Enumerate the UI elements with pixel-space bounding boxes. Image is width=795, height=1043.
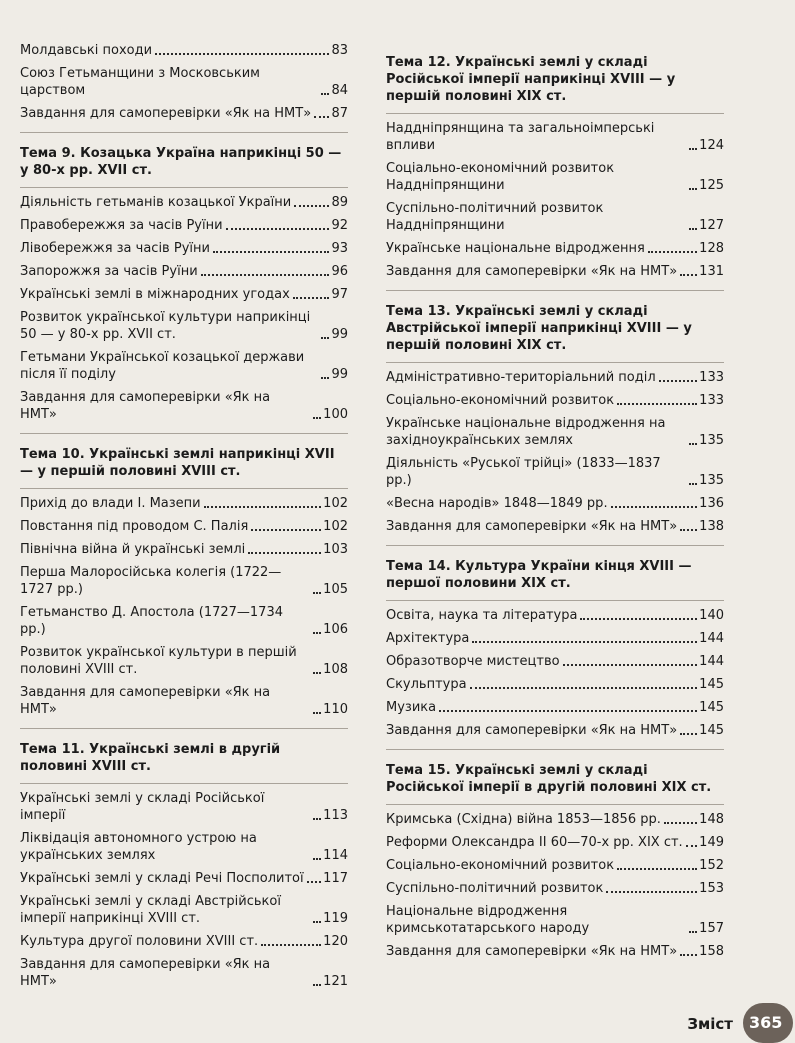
- toc-entry-page: 106: [323, 622, 348, 637]
- toc-entry[interactable]: [20, 870, 348, 887]
- toc-entry-page: 158: [699, 944, 724, 959]
- toc-entry[interactable]: [20, 541, 348, 558]
- toc-entry-page: 133: [699, 393, 724, 408]
- dot-leader: [313, 712, 321, 714]
- toc-entry-title: Наддніпрянщина та загальноімперські впливи: [386, 121, 655, 153]
- toc-entry-page: 152: [699, 858, 724, 873]
- toc-entry[interactable]: [386, 676, 724, 693]
- toc-entry-title: Лівобережжя за часів Руїни: [20, 241, 210, 256]
- dot-leader: [314, 116, 329, 118]
- toc-entry-page: 136: [699, 496, 724, 511]
- dot-leader: [611, 506, 698, 508]
- divider: [386, 804, 724, 805]
- toc-entry-page: 135: [699, 473, 724, 488]
- toc-entry-title: Союз Гетьманщини з Московським царством: [20, 66, 260, 98]
- toc-entry-title: Завдання для самоперевірки «Як на НМТ»: [20, 685, 271, 717]
- toc-entry-page: 133: [699, 370, 724, 385]
- toc-entry-page: 120: [323, 934, 348, 949]
- toc-entry-page: 87: [331, 106, 348, 121]
- toc-right-column: [386, 42, 724, 966]
- toc-entry-title: Соціально-економічний розвиток Наддніпрянщини: [386, 161, 615, 193]
- toc-entry[interactable]: [386, 415, 724, 449]
- topic-heading: Тема 13. Українські землі у складі Австрійської імперії наприкінці XVIII — у першій половині XIX ст.: [386, 304, 692, 353]
- divider: [386, 362, 724, 363]
- toc-entry-page: 144: [699, 631, 724, 646]
- toc-entry-page: 117: [323, 871, 348, 886]
- toc-entry[interactable]: [20, 240, 348, 257]
- toc-entry[interactable]: [386, 200, 724, 234]
- dot-leader: [472, 641, 697, 643]
- toc-entry-title: Перша Малоросійська колегія (1722—1727 рр.): [20, 565, 282, 597]
- dot-leader: [439, 710, 697, 712]
- divider: [20, 187, 348, 188]
- toc-entry[interactable]: [20, 389, 348, 423]
- dot-leader: [321, 93, 329, 95]
- dot-leader: [689, 228, 697, 230]
- dot-leader: [204, 506, 322, 508]
- toc-entry[interactable]: [386, 369, 724, 386]
- toc-entry[interactable]: [386, 607, 724, 624]
- toc-entry-page: 102: [323, 519, 348, 534]
- toc-entry[interactable]: [20, 644, 348, 678]
- toc-entry-title: Соціально-економічний розвиток: [386, 858, 615, 873]
- toc-entry-title: Українські землі у складі Російської імперії: [20, 791, 265, 823]
- toc-left-column: [20, 42, 348, 996]
- toc-entry[interactable]: [20, 684, 348, 718]
- toc-entry-page: 100: [323, 407, 348, 422]
- toc-entry[interactable]: [386, 240, 724, 257]
- toc-entry-title: Ліквідація автономного устрою на українських землях: [20, 831, 257, 863]
- toc-entry[interactable]: [386, 834, 724, 851]
- toc-entry[interactable]: [20, 65, 348, 99]
- toc-entry-title: Діяльність гетьманів козацької України: [20, 195, 292, 210]
- toc-entry[interactable]: [386, 653, 724, 670]
- dot-leader: [686, 845, 697, 847]
- toc-entry-title: Запорожжя за часів Руїни: [20, 264, 198, 279]
- toc-entry-title: Суспільно-політичний розвиток Наддніпрянщини: [386, 201, 604, 233]
- section-label: Зміст: [687, 1015, 733, 1033]
- dot-leader: [659, 380, 698, 382]
- topic-heading: Тема 15. Українські землі у складі Російської імперії в другій половині XIX ст.: [386, 763, 712, 795]
- toc-entry-title: Українське національне відродження на західноукраїнських землях: [386, 416, 666, 448]
- divider: [20, 488, 348, 489]
- toc-entry[interactable]: [386, 722, 724, 739]
- dot-leader: [689, 443, 697, 445]
- toc-entry[interactable]: [20, 286, 348, 303]
- toc-entry-title: Образотворче мистецтво: [386, 654, 560, 669]
- dot-leader: [294, 205, 329, 207]
- divider: [386, 600, 724, 601]
- dot-leader: [313, 818, 321, 820]
- dot-leader: [689, 188, 697, 190]
- toc-entry-title: Реформи Олександра ІІ 60—70-х рр. XIX ст.: [386, 835, 683, 850]
- toc-entry-title: Гетьманство Д. Апостола (1727—1734 рр.): [20, 605, 283, 637]
- toc-entry-title: Кримська (Східна) війна 1853—1856 рр.: [386, 812, 661, 827]
- toc-entry-title: Молдавські походи: [20, 43, 153, 58]
- topic-heading: Тема 14. Культура України кінця XVIII — першої половини XIX ст.: [386, 559, 692, 591]
- dot-leader: [313, 984, 321, 986]
- toc-entry-page: 128: [699, 241, 724, 256]
- dot-leader: [313, 632, 321, 634]
- toc-entry-page: 153: [699, 881, 724, 896]
- dot-leader: [321, 377, 329, 379]
- page-number-badge: 365: [743, 1003, 793, 1043]
- dot-leader: [248, 552, 321, 554]
- toc-entry[interactable]: [386, 263, 724, 280]
- dot-leader: [261, 944, 321, 946]
- dot-leader: [680, 954, 697, 956]
- toc-entry-page: 83: [331, 43, 348, 58]
- toc-entry-title: Адміністративно-територіальний поділ: [386, 370, 656, 385]
- toc-entry-page: 99: [331, 367, 348, 382]
- toc-entry-page: 96: [331, 264, 348, 279]
- dot-leader: [689, 483, 697, 485]
- toc-entry-title: Завдання для самоперевірки «Як на НМТ»: [20, 957, 271, 989]
- toc-entry-title: Українські землі в міжнародних угодах: [20, 287, 290, 302]
- toc-entry-page: 105: [323, 582, 348, 597]
- toc-entry-page: 127: [699, 218, 724, 233]
- toc-entry-title: Освіта, наука та література: [386, 608, 578, 623]
- dot-leader: [313, 921, 321, 923]
- toc-entry-page: 138: [699, 519, 724, 534]
- dot-leader: [201, 274, 330, 276]
- toc-entry[interactable]: [386, 903, 724, 937]
- dot-leader: [563, 664, 698, 666]
- toc-entry-page: 92: [331, 218, 348, 233]
- toc-entry[interactable]: [20, 933, 348, 950]
- toc-entry[interactable]: [20, 564, 348, 598]
- toc-entry-page: 99: [331, 327, 348, 342]
- toc-entry-page: 124: [699, 138, 724, 153]
- toc-entry-page: 145: [699, 700, 724, 715]
- toc-entry[interactable]: [20, 105, 348, 122]
- toc-entry-title: Музика: [386, 700, 437, 715]
- toc-entry-title: Завдання для самоперевірки «Як на НМТ»: [386, 944, 678, 959]
- toc-entry[interactable]: [386, 857, 724, 874]
- toc-entry-page: 84: [331, 83, 348, 98]
- toc-entry-page: 144: [699, 654, 724, 669]
- toc-entry[interactable]: [386, 455, 724, 489]
- toc-entry-title: Повстання під проводом С. Палія: [20, 519, 249, 534]
- topic-heading: Тема 10. Українські землі наприкінці XVII — у першій половині XVIII ст.: [20, 447, 335, 479]
- toc-entry-page: 119: [323, 911, 348, 926]
- dot-leader: [313, 672, 321, 674]
- toc-entry-page: 145: [699, 723, 724, 738]
- divider: [20, 783, 348, 784]
- dot-leader: [321, 337, 329, 339]
- toc-entry-title: Українські землі у складі Австрійської імперії наприкінці XVIII ст.: [20, 894, 281, 926]
- toc-entry[interactable]: [386, 120, 724, 154]
- toc-entry[interactable]: [20, 309, 348, 343]
- toc-entry-page: 140: [699, 608, 724, 623]
- toc-entry[interactable]: [20, 495, 348, 512]
- toc-entry[interactable]: [386, 943, 724, 960]
- toc-entry-title: Прихід до влади І. Мазепи: [20, 496, 201, 511]
- toc-entry[interactable]: [20, 42, 348, 59]
- dot-leader: [648, 251, 697, 253]
- toc-entry-title: Правобережжя за часів Руїни: [20, 218, 223, 233]
- topic-heading: Тема 9. Козацька Україна наприкінці 50 — у 80-х рр. XVII ст.: [20, 146, 342, 178]
- dot-leader: [680, 733, 697, 735]
- toc-entry-title: Суспільно-політичний розвиток: [386, 881, 604, 896]
- dot-leader: [680, 529, 697, 531]
- toc-entry[interactable]: [20, 830, 348, 864]
- dot-leader: [617, 868, 697, 870]
- dot-leader: [313, 858, 321, 860]
- toc-entry-title: Соціально-економічний розвиток: [386, 393, 615, 408]
- dot-leader: [664, 822, 697, 824]
- dot-leader: [307, 881, 322, 883]
- toc-entry[interactable]: [20, 604, 348, 638]
- toc-entry-page: 135: [699, 433, 724, 448]
- toc-entry-title: Північна війна й українські землі: [20, 542, 246, 557]
- topic-heading: Тема 12. Українські землі у складі Російської імперії наприкінці XVIII — у першій половині XIX ст.: [386, 55, 676, 104]
- toc-entry[interactable]: [386, 518, 724, 535]
- toc-entry[interactable]: [20, 790, 348, 824]
- toc-entry[interactable]: [386, 630, 724, 647]
- toc-entry-title: Українське національне відродження: [386, 241, 645, 256]
- toc-entry[interactable]: [386, 699, 724, 716]
- toc-entry-page: 114: [323, 848, 348, 863]
- divider: [386, 113, 724, 114]
- toc-entry[interactable]: [386, 392, 724, 409]
- dot-leader: [680, 274, 697, 276]
- toc-entry[interactable]: [386, 811, 724, 828]
- toc-entry-title: Гетьмани Української козацької держави після її поділу: [20, 350, 305, 382]
- dot-leader: [226, 228, 330, 230]
- toc-entry-page: 131: [699, 264, 724, 279]
- toc-entry-title: Завдання для самоперевірки «Як на НМТ»: [386, 264, 678, 279]
- dot-leader: [617, 403, 697, 405]
- topic-heading: Тема 11. Українські землі в другій половині XVIII ст.: [20, 742, 281, 774]
- toc-entry-page: 93: [331, 241, 348, 256]
- toc-entry-title: Діяльність «Руської трійці» (1833—1837 рр.): [386, 456, 661, 488]
- toc-entry-page: 102: [323, 496, 348, 511]
- toc-entry[interactable]: [20, 349, 348, 383]
- toc-entry-page: 157: [699, 921, 724, 936]
- toc-entry[interactable]: [20, 893, 348, 927]
- dot-leader: [606, 891, 697, 893]
- dot-leader: [313, 417, 321, 419]
- toc-entry-page: 103: [323, 542, 348, 557]
- toc-entry-title: Завдання для самоперевірки «Як на НМТ»: [20, 390, 271, 422]
- toc-entry-page: 149: [699, 835, 724, 850]
- toc-entry-page: 125: [699, 178, 724, 193]
- toc-entry-title: Культура другої половини XVIII ст.: [20, 934, 259, 949]
- dot-leader: [155, 53, 329, 55]
- toc-entry-title: Завдання для самоперевірки «Як на НМТ»: [20, 106, 312, 121]
- dot-leader: [213, 251, 330, 253]
- toc-entry-title: Завдання для самоперевірки «Як на НМТ»: [386, 723, 678, 738]
- dot-leader: [689, 931, 697, 933]
- dot-leader: [251, 529, 321, 531]
- toc-entry[interactable]: [386, 160, 724, 194]
- toc-entry-title: Національне відродження кримськотатарського народу: [386, 904, 590, 936]
- toc-entry-page: 121: [323, 974, 348, 989]
- toc-entry-page: 113: [323, 808, 348, 823]
- toc-entry-page: 108: [323, 662, 348, 677]
- toc-entry-page: 110: [323, 702, 348, 717]
- dot-leader: [580, 618, 697, 620]
- dot-leader: [313, 592, 321, 594]
- toc-entry-title: «Весна народів» 1848—1849 рр.: [386, 496, 608, 511]
- toc-entry[interactable]: [20, 217, 348, 234]
- toc-entry-title: Скульптура: [386, 677, 467, 692]
- dot-leader: [470, 687, 698, 689]
- toc-entry[interactable]: [20, 194, 348, 211]
- toc-entry-title: Завдання для самоперевірки «Як на НМТ»: [386, 519, 678, 534]
- toc-entry-title: Архітектура: [386, 631, 470, 646]
- toc-entry[interactable]: [20, 518, 348, 535]
- toc-entry[interactable]: [386, 880, 724, 897]
- toc-entry-page: 148: [699, 812, 724, 827]
- toc-entry[interactable]: [20, 263, 348, 280]
- toc-entry-page: 97: [331, 287, 348, 302]
- toc-entry[interactable]: [20, 956, 348, 990]
- toc-entry-title: Розвиток української культури в першій половині XVIII ст.: [20, 645, 297, 677]
- toc-entry-title: Українські землі у складі Речі Посполитої: [20, 871, 304, 886]
- dot-leader: [689, 148, 697, 150]
- toc-entry-title: Розвиток української культури наприкінці 50 — у 80-х рр. XVII ст.: [20, 310, 311, 342]
- toc-entry-page: 145: [699, 677, 724, 692]
- toc-entry-page: 89: [331, 195, 348, 210]
- toc-entry[interactable]: [386, 495, 724, 512]
- dot-leader: [293, 297, 330, 299]
